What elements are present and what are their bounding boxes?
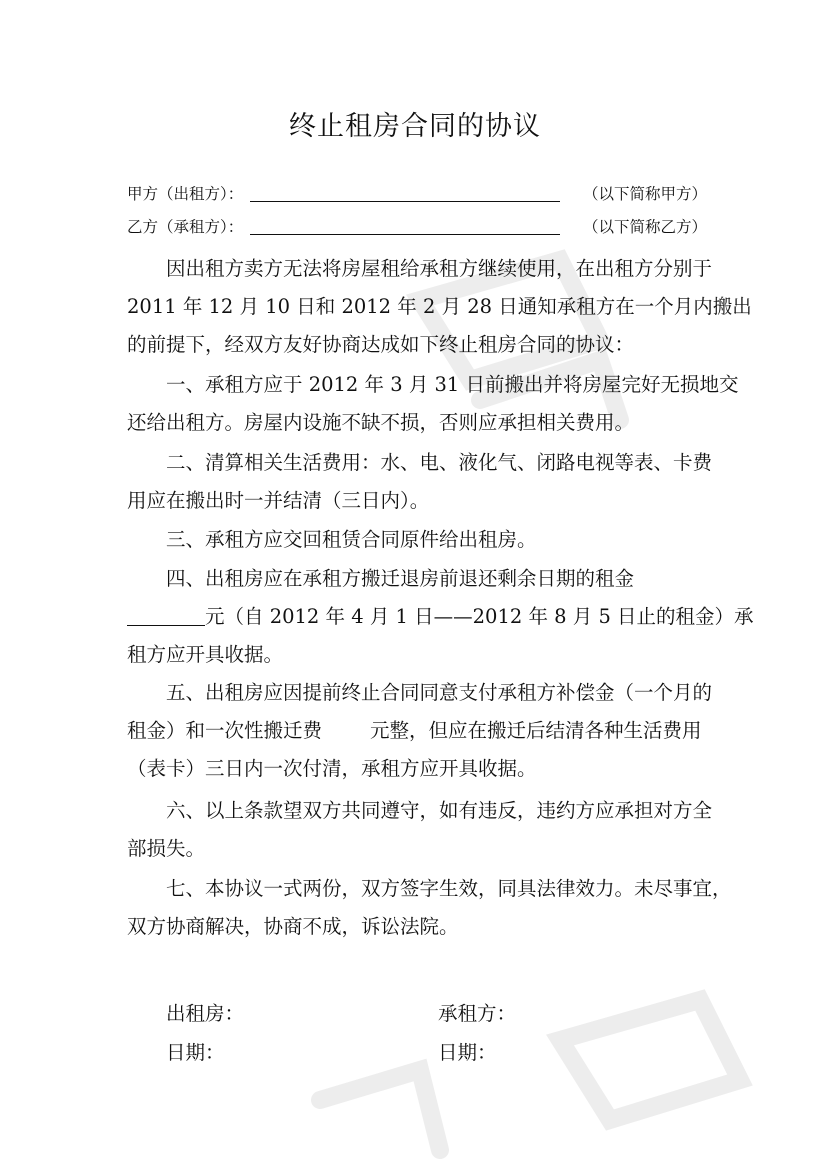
lessee-date-label: 日期： bbox=[438, 1041, 497, 1064]
clause-line: 四、出租房应在承租方搬迁退房前退还剩余日期的租金 bbox=[166, 567, 635, 590]
clause-line: 双方协商解决，协商不成，诉讼法院。 bbox=[127, 915, 459, 938]
intro-line: 的前提下，经双方友好协商达成如下终止租房合同的协议： bbox=[127, 333, 635, 356]
party-a-label: 甲方（出租方）： bbox=[127, 185, 244, 203]
lessee-signature-label: 承租方： bbox=[438, 1002, 517, 1025]
party-a-abbr: （以下简称甲方） bbox=[582, 185, 707, 203]
party-a-row bbox=[127, 182, 707, 206]
clause-line: （表卡）三日内一次付清，承租方应开具收据。 bbox=[127, 757, 537, 780]
clause-text: 租金）和一次性搬迁费 bbox=[127, 719, 323, 742]
party-b-row bbox=[127, 215, 707, 239]
party-b-label: 乙方（承租方）： bbox=[127, 218, 244, 236]
lessor-signature-label: 出租房： bbox=[166, 1002, 245, 1025]
clause-line: 七、本协议一式两份，双方签字生效，同具法律效力。未尽事宜， bbox=[166, 877, 732, 900]
clause-text: 元（自 2012 年 4 月 1 日——2012 年 8 月 5 日止的租金）承 bbox=[205, 605, 754, 628]
party-b-name-line bbox=[250, 234, 560, 235]
intro-line: 2011 年 12 月 10 日和 2012 年 2 月 28 日通知承租方在一个月内搬出 bbox=[127, 295, 752, 318]
clause-line: 租方应开具收据。 bbox=[127, 643, 284, 666]
clause-line bbox=[127, 598, 754, 636]
clause-6 bbox=[127, 792, 713, 868]
clause-line: 五、出租房应因提前终止合同同意支付承租方补偿金（一个月的 bbox=[166, 681, 713, 704]
clause-2 bbox=[127, 444, 713, 520]
intro-paragraph bbox=[127, 250, 752, 364]
clause-line: 用应在搬出时一并结清（三日内）。 bbox=[127, 489, 430, 512]
document-title: 终止租房合同的协议 bbox=[289, 111, 541, 142]
rent-amount-blank bbox=[127, 603, 205, 626]
party-b-abbr: （以下简称乙方） bbox=[582, 218, 707, 236]
clause-line: 一、承租方应于 2012 年 3 月 31 日前搬出并将房屋完好无损地交 bbox=[166, 373, 739, 396]
clause-1 bbox=[127, 366, 739, 442]
clause-line: 还给出租方。房屋内设施不缺不损，否则应承担相关费用。 bbox=[127, 411, 635, 434]
clause-3 bbox=[127, 521, 707, 559]
lessor-date-label: 日期： bbox=[166, 1041, 225, 1064]
clause-line: 六、以上条款望双方共同遵守，如有违反，违约方应承担对方全 bbox=[166, 799, 713, 822]
party-a-name-line bbox=[250, 201, 560, 202]
clause-4 bbox=[127, 560, 754, 674]
clause-line: 部损失。 bbox=[127, 837, 206, 860]
clause-line: 三、承租方应交回租赁合同原件给出租房。 bbox=[166, 528, 537, 551]
clause-line: 二、清算相关生活费用：水、电、液化气、闭路电视等表、卡费 bbox=[166, 451, 713, 474]
intro-line: 因出租方卖方无法将房屋租给承租方继续使用，在出租方分别于 bbox=[166, 257, 713, 280]
clause-5 bbox=[127, 674, 713, 788]
clause-line bbox=[127, 712, 707, 750]
clause-text: 元整，但应在搬迁后结清各种生活费用 bbox=[370, 719, 702, 742]
clause-7 bbox=[127, 870, 732, 946]
